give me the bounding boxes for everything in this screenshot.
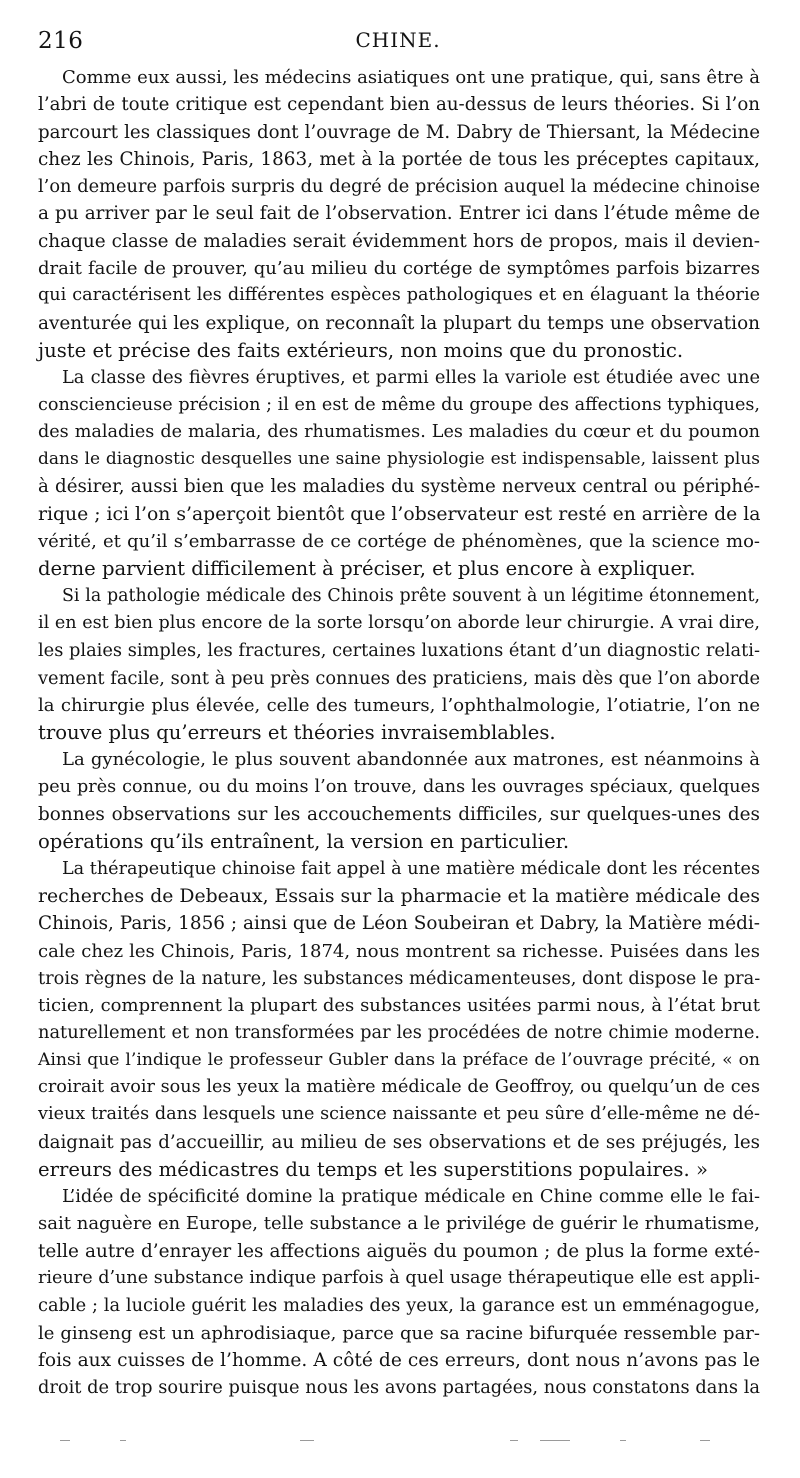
text-line: peu près connue, ou du moins l’on trouve, dans les ouvrages spéciaux, quelques [38, 776, 760, 797]
text-line: vieux traités dans lesquels une science naissante et peu sûre d’elle-même ne dé- [38, 1104, 760, 1125]
text-line: L’idée de spécificité domine la pratique médicale en Chine comme elle le fai- [62, 1186, 760, 1208]
text-line: cable ; la luciole guérit les maladies des yeux, la garance est un emménagogue, [38, 1295, 760, 1317]
text-line: erreurs des médicastres du temps et les superstitions populaires. » [38, 1157, 708, 1181]
text-line: Ainsi que l’indique le professeur Gubler dans la préface de l’ouvrage précité, « on [38, 1049, 760, 1070]
text-line: aventurée qui les explique, on reconnaît la plupart du temps une observation [38, 312, 760, 334]
text-line: les plaies simples, les fractures, certaines luxations étant d’un diagnostic relati- [38, 640, 760, 662]
text-line: l’on demeure parfois surpris du degré de précision auquel la médecine chinoise [38, 176, 760, 198]
text-line: la chirurgie plus élevée, celle des tumeurs, l’ophthalmologie, l’otiatrie, l’on ne [38, 694, 760, 716]
text-line: opérations qu’ils entraînent, la version en particulier. [38, 830, 570, 854]
text-line: sait naguère en Europe, telle substance a le privilége de guérir le rhumatisme, [38, 1213, 760, 1235]
scan-mark [620, 1440, 626, 1441]
scan-mark [510, 1440, 518, 1441]
text-line: cale chez les Chinois, Paris, 1874, nous montrent sa richesse. Puisées dans les [38, 940, 760, 962]
text-line: parcourt les classiques dont l’ouvrage de M. Dabry de Thiersant, la Médecine [38, 121, 760, 143]
text-line: rieure d’une substance indique parfois à quel usage thérapeutique elle est appli- [38, 1268, 760, 1289]
scan-mark [700, 1440, 710, 1441]
text-line: rique ; ici l’on s’aperçoit bientôt que l’observateur est resté en arrière de la [38, 503, 761, 525]
text-line: fois aux cuisses de l’homme. A côté de ces erreurs, dont nous n’avons pas le [38, 1349, 760, 1371]
page-number: 216 [38, 28, 84, 54]
text-line: daignait pas d’accueillir, au milieu de ses observations et de ses préjugés, les [38, 1131, 760, 1153]
text-line: Comme eux aussi, les médecins asiatiques ont une pratique, qui, sans être à [62, 67, 760, 88]
text-line: trouve plus qu’erreurs et théories invraisemblables. [38, 721, 556, 745]
text-line: recherches de Debeaux, Essais sur la pharmacie et la matière médicale des [38, 885, 760, 907]
text-line: ticien, comprennent la plupart des substances usitées parmi nous, à l’état brut [38, 995, 760, 1017]
scan-mark [120, 1440, 126, 1441]
scan-mark [540, 1440, 570, 1441]
text-line: Chinois, Paris, 1856 ; ainsi que de Léon Soubeiran et Dabry, la Matière médi- [38, 913, 760, 935]
running-title: CHINE. [355, 28, 441, 52]
text-line: drait facile de prouver, qu’au milieu du cortége de symptômes parfois bizarres [38, 258, 760, 280]
text-line: chez les Chinois, Paris, 1863, met à la portée de tous les préceptes capitaux, [38, 148, 760, 170]
text-line: dans le diagnostic desquelles une saine physiologie est indispensable, laissent plus [38, 449, 760, 470]
text-line: bonnes observations sur les accouchements difficiles, sur quelques-unes des [38, 804, 760, 826]
text-line: derne parvient difficilement à préciser, et plus encore à expliquer. [38, 557, 696, 581]
text-line: il en est bien plus encore de la sorte lorsqu’on aborde leur chirurgie. A vrai dire, [38, 612, 760, 633]
text-line: le ginseng est un aphrodisiaque, parce que sa racine bifurquée ressemble par- [38, 1322, 760, 1344]
text-line: naturellement et non transformées par les procédées de notre chimie moderne. [38, 1022, 760, 1044]
scan-mark [300, 1440, 314, 1441]
text-line: La thérapeutique chinoise fait appel à une matière médicale dont les récentes [62, 858, 760, 879]
text-line: a pu arriver par le seul fait de l’observation. Entrer ici dans l’étude même de [38, 203, 760, 225]
scan-artifacts [60, 1440, 740, 1446]
body-text [38, 64, 760, 1402]
text-line: Si la pathologie médicale des Chinois prête souvent à un légitime étonnement, [62, 585, 760, 606]
page-header [38, 28, 758, 58]
text-line: trois règnes de la nature, les substances médicamenteuses, dont dispose le pra- [38, 967, 761, 989]
text-line: des maladies de malaria, des rhumatismes. Les maladies du cœur et du poumon [38, 421, 760, 442]
scan-mark [60, 1440, 70, 1441]
text-line: La gynécologie, le plus souvent abandonnée aux matrones, est néanmoins à [62, 749, 760, 771]
text-line: l’abri de toute critique est cependant bien au-dessus de leurs théories. Si l’on [38, 94, 760, 116]
text-line: vérité, et qu’il s’embarrasse de ce cortége de phénomènes, que la science mo- [38, 531, 760, 553]
text-line: telle autre d’enrayer les affections aiguës du poumon ; de plus la forme exté- [38, 1240, 760, 1262]
text-line: juste et précise des faits extérieurs, non moins que du pronostic. [38, 338, 684, 362]
text-line: à désirer, aussi bien que les maladies du système nerveux central ou périphé- [38, 476, 760, 498]
text-line: qui caractérisent les différentes espèces pathologiques et en élaguant la théorie [38, 285, 760, 306]
text-line: chaque classe de maladies serait évidemment hors de propos, mais il devien- [38, 230, 760, 252]
text-line: consciencieuse précision ; il en est de même du groupe des affections typhiques, [38, 394, 760, 415]
text-line: croirait avoir sous les yeux la matière médicale de Geoffroy, ou quelqu’un de ces [38, 1076, 760, 1097]
text-line: La classe des fièvres éruptives, et parmi elles la variole est étudiée avec une [62, 367, 760, 389]
text-line: vement facile, sont à peu près connues des praticiens, mais dès que l’on aborde [38, 667, 760, 689]
text-line: droit de trop sourire puisque nous les avons partagées, nous constatons dans la [38, 1377, 760, 1399]
